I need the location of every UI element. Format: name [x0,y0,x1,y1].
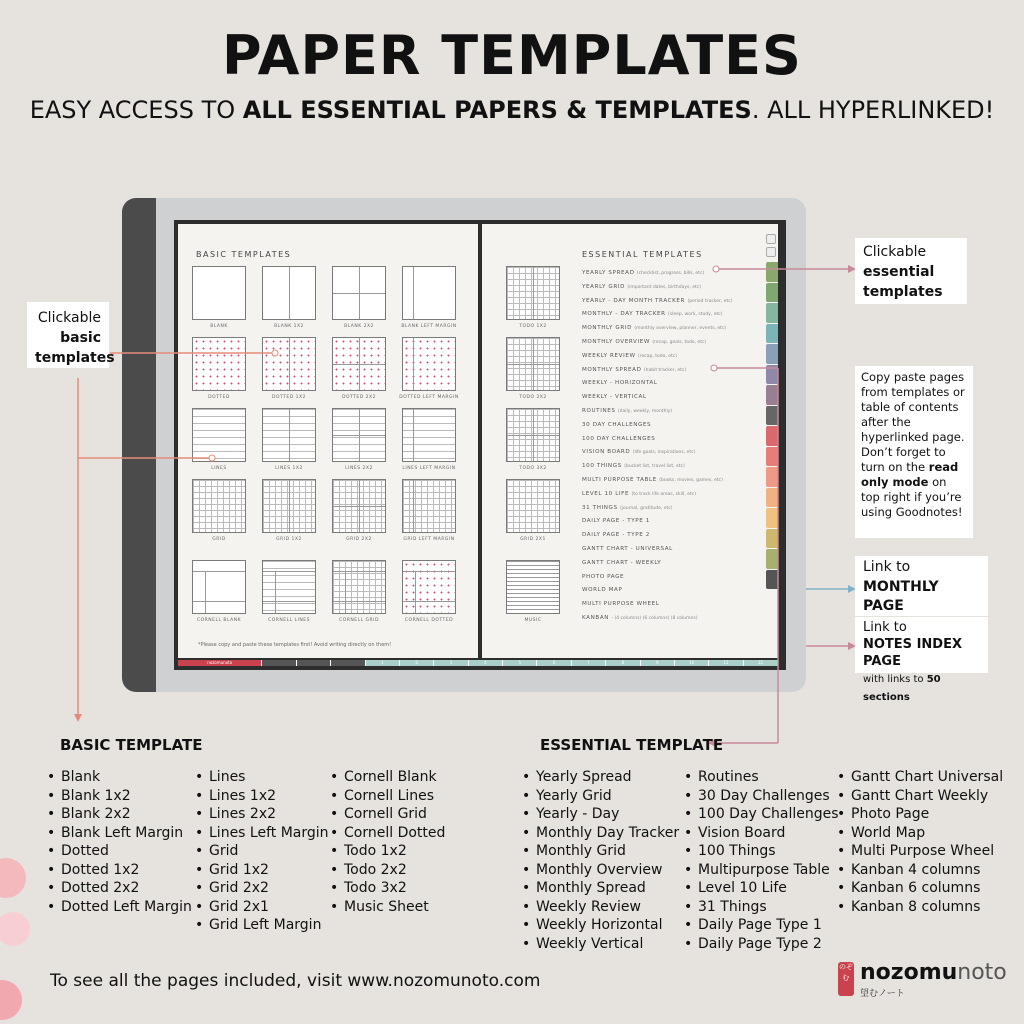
list-item: • Monthly Grid [522,842,679,861]
essential-template-note: (monthly overview, planner, events, etc) [634,326,727,332]
template-label: TODO 3X2 [519,466,547,471]
template-label: GRID 2X2 [346,537,372,542]
bottom-bar-tab[interactable]: 6 [537,660,571,666]
template-label: LINES [211,466,227,471]
list-item: • Kanban 4 columns [837,861,1003,880]
list-item: • Cornell Lines [330,787,445,806]
essential-template-note: (habit tracker, etc) [643,367,687,373]
essential-template-note: (journal, gratitude, etc) [620,505,673,511]
essential-template-heading: ESSENTIAL TEMPLATE [540,736,724,754]
essential-template-column-2 [684,768,839,953]
list-item: • Dotted [47,842,192,861]
essential-template-note: (period tracker, etc) [687,298,733,304]
callout-basic-templates: Clickable basic templates [27,302,109,368]
basic-templates-heading: BASIC TEMPLATES [196,250,292,259]
template-label: CORNELL LINES [268,618,310,623]
essential-template-note: (life goals, inspirations, etc) [632,450,696,456]
list-item: • Cornell Blank [330,768,445,787]
template-label: LINES 2X2 [345,466,373,471]
essential-template-name: MONTHLY SPREAD [582,366,642,373]
essential-template-name: VISION BOARD [582,449,631,456]
list-item: • Todo 3x2 [330,879,445,898]
essential-template-name: MONTHLY GRID [582,325,632,332]
list-item: • Todo 1x2 [330,842,445,861]
template-label: GRID [212,537,226,542]
bottom-bar-tab[interactable]: 11 [709,660,743,666]
basic-template-heading: BASIC TEMPLATE [60,736,203,754]
template-label: TODO 1X2 [519,324,547,329]
essential-template-note: (important dates, birthdays, etc) [627,284,701,290]
bottom-bar-tab[interactable]: nozomunoto [178,660,262,666]
list-item: • 30 Day Challenges [684,787,839,806]
template-label: GRID 1X2 [276,537,302,542]
list-item: • Blank Left Margin [47,824,192,843]
essential-template-name: YEARLY SPREAD [582,270,635,276]
template-label: DOTTED 2X2 [342,395,376,400]
template-label: BLANK 1X2 [274,324,304,329]
list-item: • Multipurpose Table [684,861,839,880]
basic-template-column-1 [47,768,192,916]
bottom-bar-tab[interactable]: 7 [572,660,606,666]
essential-template-note: (sleep, work, study, etc) [668,312,723,318]
essential-template-name: WORLD MAP [582,587,623,594]
callout-notes-index: Link to NOTES INDEX PAGE with links to 50 sections [855,617,988,673]
essential-template-note: (recap, todo, etc) [638,353,677,359]
list-item: • Blank 1x2 [47,787,192,806]
essential-templates-heading: ESSENTIAL TEMPLATES [582,250,703,259]
template-label: DOTTED LEFT MARGIN [399,395,459,400]
essential-template-name: GANTT CHART - UNIVERSAL [582,545,673,552]
list-item: • Monthly Day Tracker [522,824,679,843]
essential-template-name: 100 DAY CHALLENGES [582,435,656,442]
essential-template-note: (to track life areas, skill, etc) [631,491,696,497]
list-item: • Kanban 6 columns [837,879,1003,898]
list-item: • Weekly Horizontal [522,916,679,935]
callout-copy-paste: Copy paste pages from templates or table of contents after the hyperlinked page. Don’t forget to turn on the read only mode on top right if you’re using Goodnotes! [855,366,973,538]
essential-template-name: YEARLY GRID [582,283,626,290]
bottom-bar-tab[interactable]: 4 [469,660,503,666]
essential-template-column-3 [837,768,1003,916]
essential-template-name: WEEKLY REVIEW [582,352,636,359]
bottom-bar-tab[interactable]: 1 [366,660,400,666]
essential-template-note: (checklist, progress, bills, etc) [636,271,705,276]
essential-template-name: WEEKLY - HORIZONTAL [582,380,658,387]
copy-note: *Please copy and paste these templates first! Avoid writing directly on them! [198,642,392,648]
template-label: BLANK LEFT MARGIN [401,324,457,329]
template-label: DOTTED [208,395,230,400]
list-item: • Music Sheet [330,898,445,917]
list-item: • Grid Left Margin [195,916,329,935]
list-item: • Vision Board [684,824,839,843]
list-item: • 31 Things [684,898,839,917]
bottom-bar-tab[interactable]: 10 [675,660,709,666]
page-title: PAPER TEMPLATES [222,24,802,87]
list-item: • Grid 2x1 [195,898,329,917]
template-label: BLANK 2X2 [344,324,374,329]
list-item: • Gantt Chart Universal [837,768,1003,787]
list-item: • Blank [47,768,192,787]
list-item: • 100 Things [684,842,839,861]
template-label: TODO 2X2 [519,395,547,400]
list-item: • Photo Page [837,805,1003,824]
list-item: • Monthly Overview [522,861,679,880]
essential-template-name: GANTT CHART - WEEKLY [582,559,662,566]
essential-template-name: PHOTO PAGE [582,573,625,580]
essential-template-column-1 [522,768,679,953]
logo-tagline: 望むノート [860,989,905,999]
list-item: • Lines Left Margin [195,824,329,843]
template-label: GRID LEFT MARGIN [403,537,455,542]
list-item: • Multi Purpose Wheel [837,842,1003,861]
template-label: CORNELL DOTTED [404,618,454,623]
template-label: MUSIC [524,618,542,623]
list-item: • Blank 2x2 [47,805,192,824]
essential-template-name: DAILY PAGE - TYPE 2 [582,532,650,539]
list-item: • Level 10 Life [684,879,839,898]
list-item: • Weekly Review [522,898,679,917]
list-item: • Dotted 1x2 [47,861,192,880]
template-label: LINES 1X2 [275,466,303,471]
essential-template-name: ROUTINES [582,407,616,414]
template-label: GRID 2X1 [520,537,546,542]
essential-template-name: 31 THINGS [582,504,618,511]
basic-template-column-2 [195,768,329,935]
template-label: LINES LEFT MARGIN [402,466,456,471]
bottom-bar-tab[interactable]: 12 [744,660,778,666]
list-item: • Grid 1x2 [195,861,329,880]
list-item: • Yearly - Day [522,805,679,824]
list-item: • World Map [837,824,1003,843]
list-item: • Daily Page Type 1 [684,916,839,935]
bottom-bar-tab[interactable]: 8 [606,660,640,666]
bottom-bar-tab[interactable]: 9 [641,660,675,666]
essential-template-name: MULTI PURPOSE TABLE [582,476,657,483]
essential-template-name: MONTHLY OVERVIEW [582,338,650,345]
essential-template-note: - (4 columns) (6 columns) (8 columns) [611,615,698,621]
page-subtitle: EASY ACCESS TO ALL ESSENTIAL PAPERS & TEMPLATES. ALL HYPERLINKED! [29,96,995,124]
callout-essential-templates: Clickable essential templates [855,238,967,304]
list-item: • Monthly Spread [522,879,679,898]
list-item: • 100 Day Challenges [684,805,839,824]
list-item: • Cornell Grid [330,805,445,824]
list-item: • Cornell Dotted [330,824,445,843]
essential-template-note: (books, movies, games, etc) [659,477,723,483]
nozomunoto-logo [838,960,1007,1002]
essential-template-name: MULTI PURPOSE WHEEL [582,601,660,608]
template-label: BLANK [210,324,228,329]
list-item: • Grid 2x2 [195,879,329,898]
bottom-bar-tab[interactable]: 2 [400,660,434,666]
list-item: • Routines [684,768,839,787]
essential-template-note: (recap, goals, todo, etc) [652,339,707,345]
essential-template-name: KANBAN [582,614,610,621]
essential-template-name: YEARLY - DAY MONTH TRACKER [582,297,686,304]
logo-mark-icon: のぞむ [838,962,854,996]
list-item: • Lines [195,768,329,787]
template-label: CORNELL GRID [339,618,379,623]
callout-monthly-page: Link to MONTHLY PAGE [855,556,988,616]
list-item: • Dotted Left Margin [47,898,192,917]
list-item: • Yearly Spread [522,768,679,787]
logo-wordmark: nozomunoto [860,960,1007,985]
essential-template-name: LEVEL 10 LIFE [582,490,630,497]
list-item: • Yearly Grid [522,787,679,806]
template-label: CORNELL BLANK [196,618,242,623]
bottom-bar-tab[interactable]: 3 [434,660,468,666]
essential-template-name: 100 THINGS [582,463,622,470]
essential-template-name: WEEKLY - VERTICAL [582,394,647,401]
essential-template-name: MONTHLY - DAY TRACKER [582,311,666,318]
template-label: DOTTED 1X2 [272,395,306,400]
basic-template-column-3 [330,768,445,916]
list-item: • Kanban 8 columns [837,898,1003,917]
list-item: • Lines 1x2 [195,787,329,806]
essential-template-note: (bucket list, travel list, etc) [624,464,685,470]
footer-text: To see all the pages included, visit www.nozomunoto.com [50,971,541,991]
list-item: • Lines 2x2 [195,805,329,824]
essential-template-note: (daily, weekly, monthly) [617,408,673,414]
list-item: • Grid [195,842,329,861]
bottom-bar-tab[interactable]: 5 [503,660,537,666]
list-item: • Dotted 2x2 [47,879,192,898]
essential-template-name: 30 DAY CHALLENGES [582,421,652,428]
list-item: • Weekly Vertical [522,935,679,954]
essential-template-name: DAILY PAGE - TYPE 1 [582,518,650,525]
list-item: • Todo 2x2 [330,861,445,880]
list-item: • Daily Page Type 2 [684,935,839,954]
list-item: • Gantt Chart Weekly [837,787,1003,806]
